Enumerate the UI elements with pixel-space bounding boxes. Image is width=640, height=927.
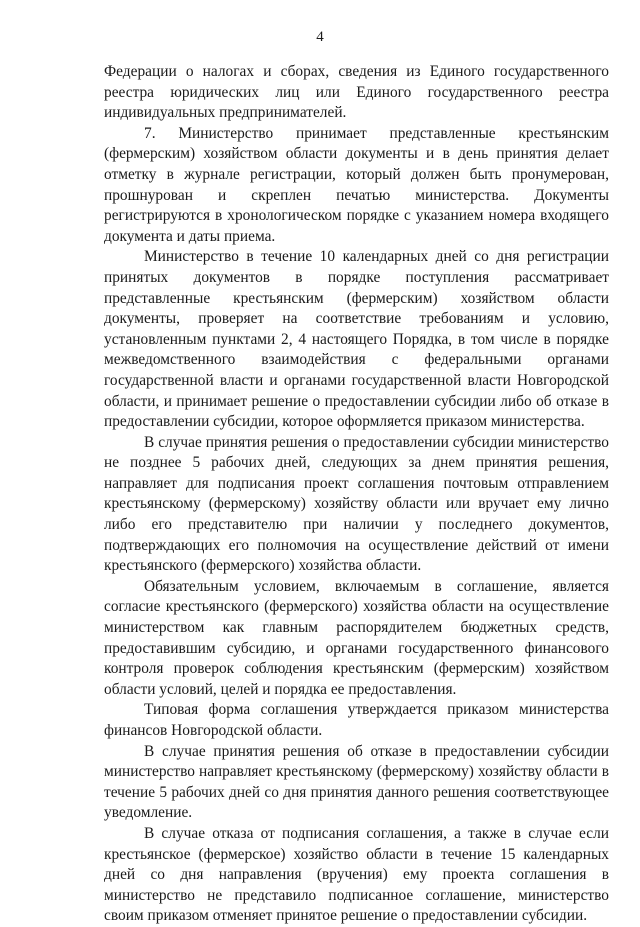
paragraph-standard-form: Типовая форма соглашения утверждается приказом министерства финансов Новгородской области. [104,701,609,739]
page-number: 4 [316,29,324,45]
paragraph-approval-agreement: В случае принятия решения о предоставлении субсидии министерство не позднее 5 рабочих дней, следующих за днем принятия решения, направляет для подписания проект соглашения почтовым отправлением крестьянскому (фермерскому) хозяйству области или вручает ему лично либо его представителю при наличии у последнего документов, подтверждающих его полномочия на осуществление действий от имени крестьянского (фермерского) хозяйства области. [104,433,609,575]
paragraph-review-documents: Министерство в течение 10 календарных дней со дня регистрации принятых документов в порядке поступления рассматривает представленные крестьянским (фермерским) хозяйством области документы, проверяет на соответствие требованиям и условию, установленным пунктами 2, 4 настоящего Порядка, в том числе в порядке межведомственного взаимодействия с федеральными органами государственной власти и органами государственной власти Новгородской области, и принимает решение о предоставлении субсидии либо об отказе в предоставлении субсидии, которое оформляется приказом министерства. [104,248,609,431]
paragraph-continuation: Федерации о налогах и сборах, сведения из Единого государственного реестра юридических лиц или Единого государственного реестра индивидуальных предпринимателей. [104,63,609,122]
document-body [104,62,609,927]
paragraph-agreement-cancellation: В случае отказа от подписания соглашения, а также в случае если крестьянское (фермерское) хозяйство области в течение 15 календарных дней со дня направления (вручения) ему проекта соглашения в министерство не представило подписанное соглашение, министерство своим приказом отменяет принятое решение о предоставлении субсидии. [104,824,609,925]
paragraph-item-7: 7. Министерство принимает представленные крестьянским (фермерским) хозяйством области документы и в день принятия делает отметку в журнале регистрации, который должен быть пронумерован, прошнурован и скреплен печатью министерства. Документы регистрируются в хронологическом порядке с указанием номера входящего документа и даты приема. [104,124,609,245]
paragraph-mandatory-condition: Обязательным условием, включаемым в соглашение, является согласие крестьянского (фермерского) хозяйства области на осуществление министерством как главным распорядителем бюджетных средств, предоставившим субсидию, и органами государственного финансового контроля проверок соблюдения крестьянским (фермерским) хозяйством области условий, целей и порядка ее предоставления. [104,577,609,698]
paragraph-refusal-notice: В случае принятия решения об отказе в предоставлении субсидии министерство направляет крестьянскому (фермерскому) хозяйству области в течение 5 рабочих дней со дня принятия данного решения соответствующее уведомление. [104,742,609,822]
